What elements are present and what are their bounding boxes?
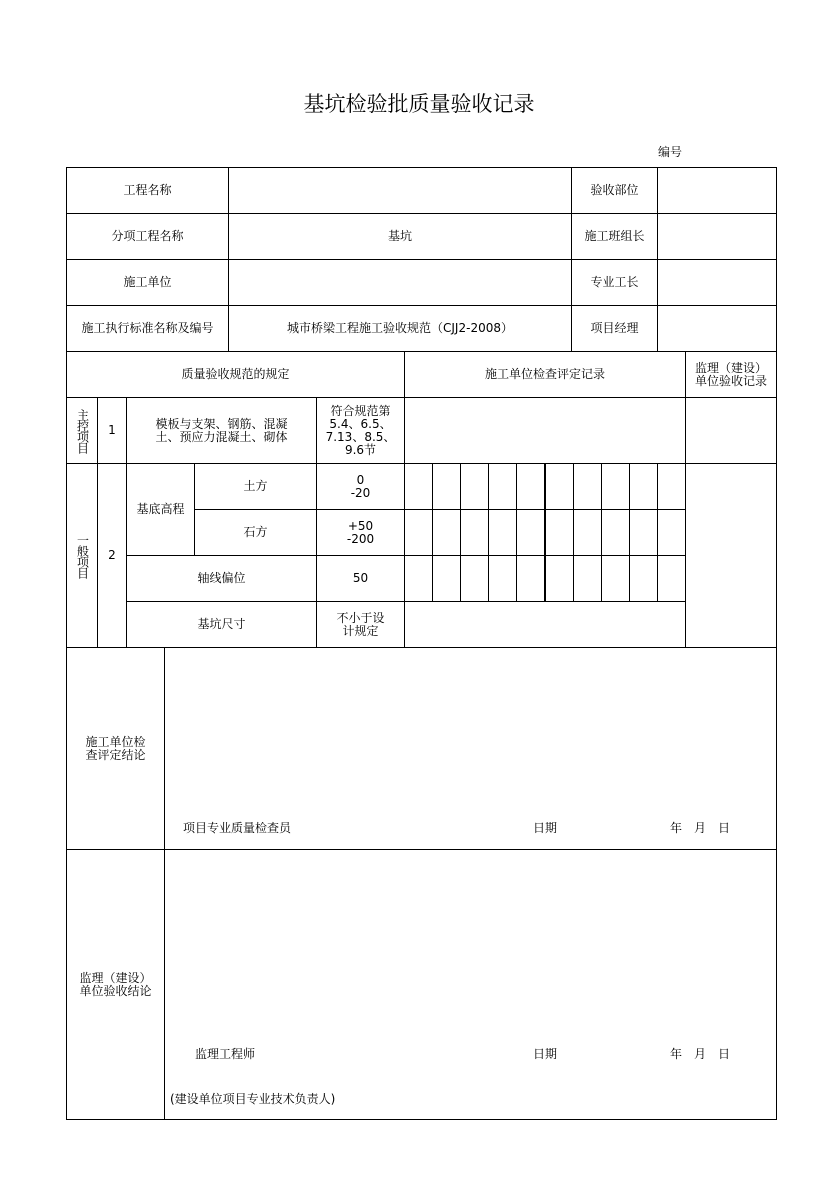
measurement-cell[interactable]: [573, 509, 602, 556]
team-leader-label: 施工班组长: [571, 213, 658, 260]
team-leader-field[interactable]: [657, 213, 777, 260]
measurement-cell[interactable]: [601, 509, 630, 556]
project-name-label: 工程名称: [66, 167, 229, 214]
measurement-cell[interactable]: [460, 555, 489, 602]
date-label: 日期: [533, 821, 558, 835]
supervisor-header: 监理（建设）单位验收记录: [685, 351, 777, 398]
measurement-cell[interactable]: [545, 509, 574, 556]
manager-label: 项目经理: [571, 305, 658, 352]
standard-label: 施工执行标准名称及编号: [66, 305, 229, 352]
foreman-field[interactable]: [657, 259, 777, 306]
sub-project-label: 分项工程名称: [66, 213, 229, 260]
owner-note: (建设单位项目专业技术负责人): [170, 1092, 336, 1106]
main-control-label: 主控项目: [66, 397, 98, 464]
main-supervisor-field[interactable]: [685, 397, 777, 464]
measurement-cell[interactable]: [657, 463, 686, 510]
measurement-cell[interactable]: [488, 555, 517, 602]
general-no: 2: [97, 463, 127, 648]
engineer-label: 监理工程师: [195, 1047, 256, 1061]
project-name-field[interactable]: [228, 167, 572, 214]
measurement-cell[interactable]: [432, 555, 461, 602]
base-elevation-label: 基底高程: [126, 463, 195, 556]
manager-field[interactable]: [657, 305, 777, 352]
supervisor-conclusion-field[interactable]: [164, 849, 777, 1120]
construction-unit-field[interactable]: [228, 259, 572, 306]
general-supervisor-field[interactable]: [685, 463, 777, 648]
measurement-cell[interactable]: [629, 463, 658, 510]
measurement-cell[interactable]: [629, 509, 658, 556]
acceptance-part-field[interactable]: [657, 167, 777, 214]
contractor-conclusion-label: 施工单位检查评定结论: [66, 647, 165, 850]
ymd-label: 年 月 日: [670, 821, 731, 835]
measurement-cell[interactable]: [516, 463, 545, 510]
rock-spec: +50 -200: [316, 509, 405, 556]
number-label: 编号: [658, 145, 683, 159]
record-header: 施工单位检查评定记录: [404, 351, 686, 398]
measurement-cell[interactable]: [657, 555, 686, 602]
general-label: 一般项目: [66, 463, 98, 648]
measurement-cell[interactable]: [432, 463, 461, 510]
size-spec: 不小于设计规定: [316, 601, 405, 648]
measurement-cell[interactable]: [404, 555, 433, 602]
measurement-cell[interactable]: [573, 555, 602, 602]
size-record-field[interactable]: [404, 601, 686, 648]
ymd2-label: 年 月 日: [670, 1047, 731, 1061]
measurement-cell[interactable]: [516, 555, 545, 602]
measurement-cell[interactable]: [601, 555, 630, 602]
measurement-cell[interactable]: [432, 509, 461, 556]
main-record-field[interactable]: [404, 397, 686, 464]
measurement-cell[interactable]: [629, 555, 658, 602]
measurement-cell[interactable]: [545, 463, 574, 510]
measurement-cell[interactable]: [601, 463, 630, 510]
measurement-cell[interactable]: [657, 509, 686, 556]
foreman-label: 专业工长: [571, 259, 658, 306]
sub-project-value: 基坑: [228, 213, 572, 260]
inspector-label: 项目专业质量检查员: [183, 821, 292, 835]
construction-unit-label: 施工单位: [66, 259, 229, 306]
size-label: 基坑尺寸: [126, 601, 317, 648]
measurement-cell[interactable]: [404, 509, 433, 556]
acceptance-part-label: 验收部位: [571, 167, 658, 214]
standard-value: 城市桥梁工程施工验收规范（CJJ2-2008）: [228, 305, 572, 352]
date2-label: 日期: [533, 1047, 558, 1061]
main-spec: 符合规范第5.4、6.5、7.13、8.5、9.6节: [316, 397, 405, 464]
spec-header: 质量验收规范的规定: [66, 351, 405, 398]
earth-spec: 0 -20: [316, 463, 405, 510]
page-title: 基坑检验批质量验收记录: [303, 92, 535, 116]
main-item: 模板与支架、钢筋、混凝土、预应力混凝土、砌体: [126, 397, 317, 464]
measurement-cell[interactable]: [460, 463, 489, 510]
measurement-cell[interactable]: [573, 463, 602, 510]
measurement-cell[interactable]: [516, 509, 545, 556]
supervisor-conclusion-label: 监理（建设）单位验收结论: [66, 849, 165, 1120]
measurement-cell[interactable]: [460, 509, 489, 556]
rock-label: 石方: [194, 509, 317, 556]
axis-label: 轴线偏位: [126, 555, 317, 602]
main-no: 1: [97, 397, 127, 464]
earth-label: 土方: [194, 463, 317, 510]
measurement-cell[interactable]: [488, 509, 517, 556]
measurement-cell[interactable]: [404, 463, 433, 510]
axis-spec: 50: [316, 555, 405, 602]
measurement-cell[interactable]: [488, 463, 517, 510]
measurement-cell[interactable]: [545, 555, 574, 602]
